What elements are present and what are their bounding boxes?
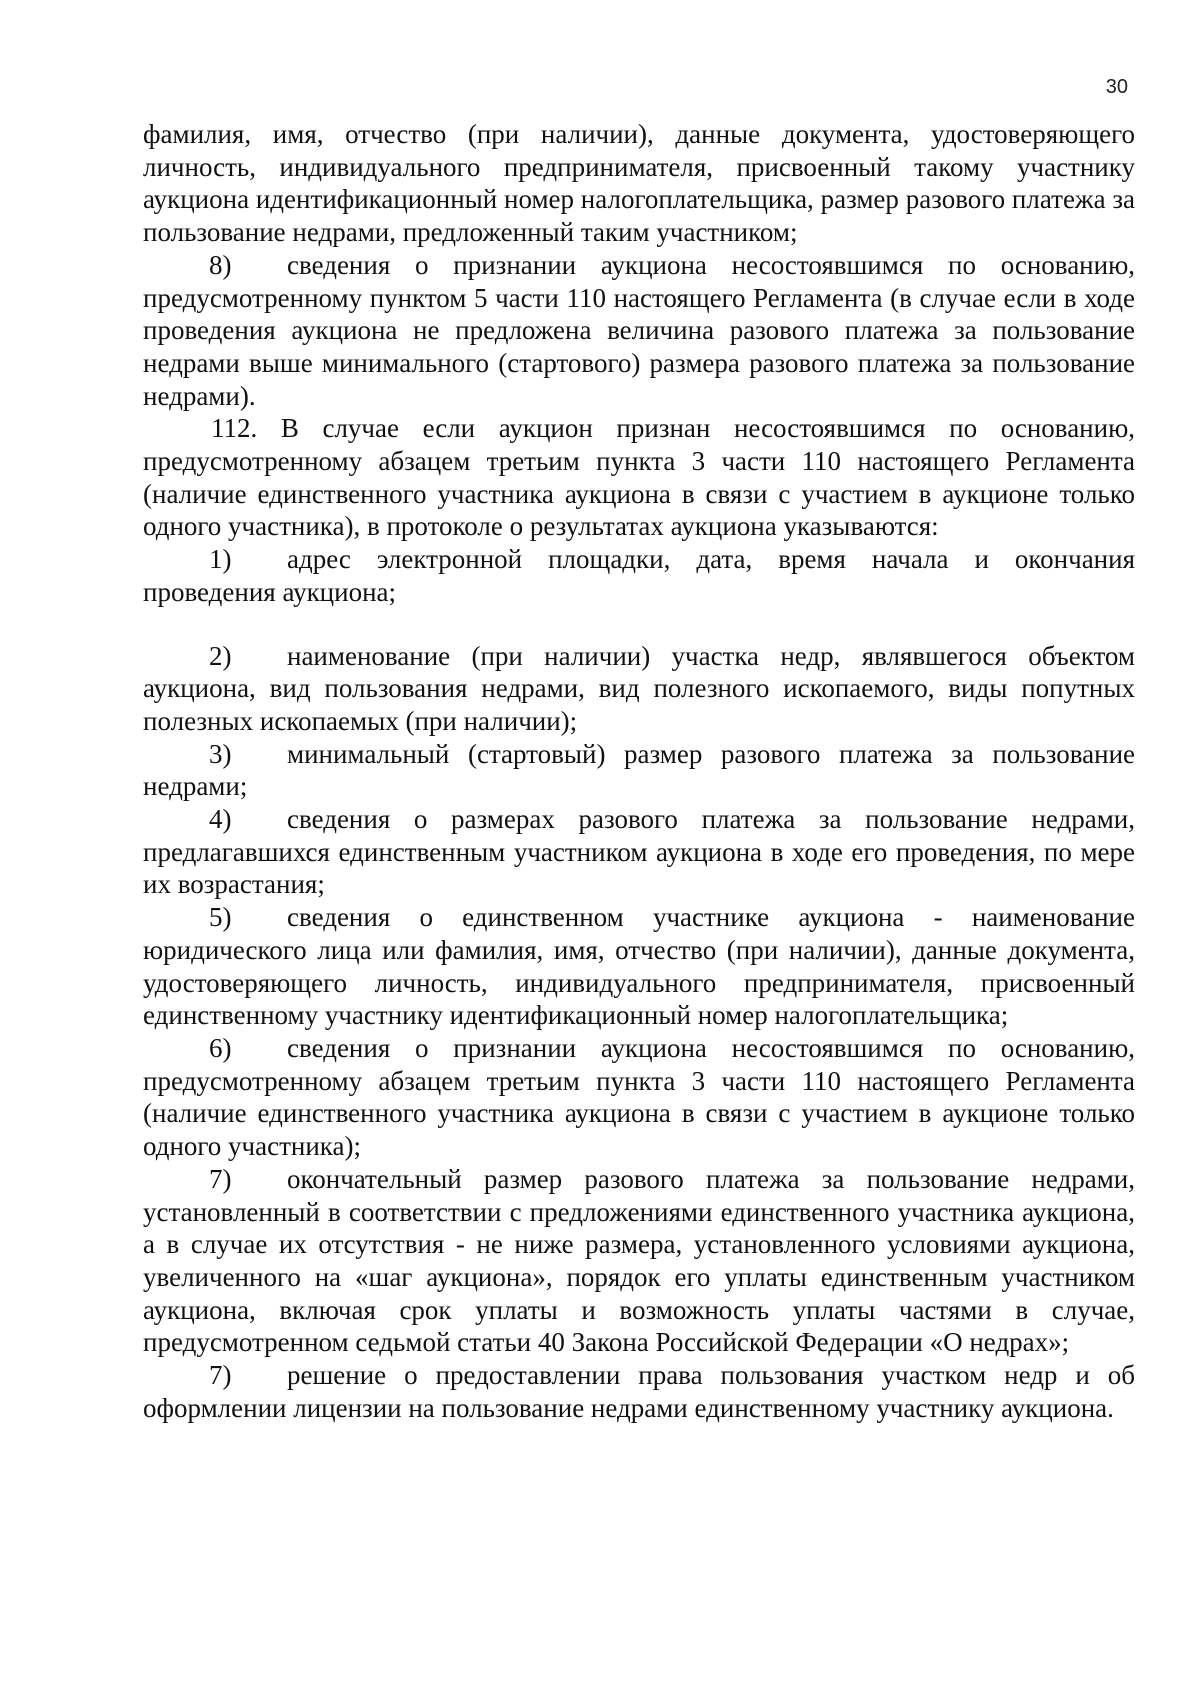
list-item-number: 1)	[209, 544, 232, 575]
list-item-3	[143, 738, 1135, 803]
list-item-text: наименование (при наличии) участка недр, являвшегося объектом аукциона, вид пользования недрами, вид полезного ископаемого, виды попутных полезных ископаемых (при наличии);	[143, 640, 1135, 736]
list-item-7-second	[143, 1359, 1135, 1424]
list-item-8	[143, 249, 1135, 413]
list-item-text: адрес электронной площадки, дата, время начала и окончания проведения аукциона;	[143, 544, 1135, 607]
list-item-number: 8)	[209, 249, 232, 280]
list-item-4	[143, 803, 1135, 901]
list-item-number: 6)	[209, 1032, 232, 1063]
list-item-text: сведения о единственном участнике аукциона - наименование юридического лица или фамилия, имя, отчество (при наличии), данные документа, удостоверяющего личность, индивидуального предпринимателя, присвоенный единственному участнику идентификационный номер налогоплательщика;	[143, 902, 1135, 1031]
list-item-text: сведения о признании аукциона несостоявшимся по основанию, предусмотренному абзацем третьим пункта 3 части 110 настоящего Регламента (наличие единственного участника аукциона в связи с участием в аукционе только одного участника);	[143, 1032, 1135, 1162]
list-item-text: сведения о признании аукциона несостоявшимся по основанию, предусмотренному пунктом 5 части 110 настоящего Регламента (в случае если в ходе проведения аукциона не предложена величина разового платежа за пользование недрами выше минимального (стартового) размера разового платежа за пользование недрами).	[143, 249, 1135, 411]
list-item-1	[143, 543, 1135, 608]
list-item-number: 5)	[209, 902, 232, 933]
document-body	[143, 118, 1135, 1424]
list-item-number: 7)	[209, 1360, 232, 1391]
list-item-6	[143, 1032, 1135, 1163]
list-item-number: 4)	[209, 804, 232, 835]
paragraph-112	[143, 412, 1135, 543]
paragraph-text: фамилия, имя, отчество (при наличии), данные документа, удостоверяющего личность, индивидуального предпринимателя, присвоенный такому участнику аукциона идентификационный номер налогоплательщика, размер разового платежа за пользование недрами, предложенный таким участником;	[143, 119, 1135, 248]
list-item-number: 2)	[209, 640, 232, 671]
list-item-text: сведения о размерах разового платежа за пользование недрами, предлагавшихся единственным участником аукциона в ходе его проведения, по мере их возрастания;	[143, 804, 1135, 900]
list-item-number: 3)	[209, 738, 232, 769]
paragraph-text: 112. В случае если аукцион признан несостоявшимся по основанию, предусмотренному абзацем третьим пункта 3 части 110 настоящего Регламента (наличие единственного участника аукциона в связи с участием в аукционе только одного участника), в протоколе о результатах аукциона указываются:	[143, 413, 1135, 542]
page-number: 30	[1105, 76, 1128, 98]
list-item-text: окончательный размер разового платежа за пользование недрами, установленный в соответствии с предложениями единственного участника аукциона, а в случае их отсутствия - не ниже размера, установленного условиями аукциона, увеличенного на «шаг аукциона», порядок его уплаты единственным участником аукциона, включая срок уплаты и возможность уплаты частями в случае, предусмотренном седьмой статьи 40 Закона Российской Федерации «О недрах»;	[143, 1163, 1135, 1358]
list-item-text: решение о предоставлении права пользования участком недр и об оформлении лицензии на пользование недрами единственному участнику аукциона.	[143, 1360, 1135, 1423]
list-item-5	[143, 901, 1135, 1032]
paragraph-continuation	[143, 118, 1135, 249]
list-item-7	[143, 1163, 1135, 1359]
list-item-text: минимальный (стартовый) размер разового платежа за пользование недрами;	[143, 738, 1135, 802]
list-item-number: 7)	[209, 1163, 232, 1194]
list-item-2	[143, 640, 1135, 738]
